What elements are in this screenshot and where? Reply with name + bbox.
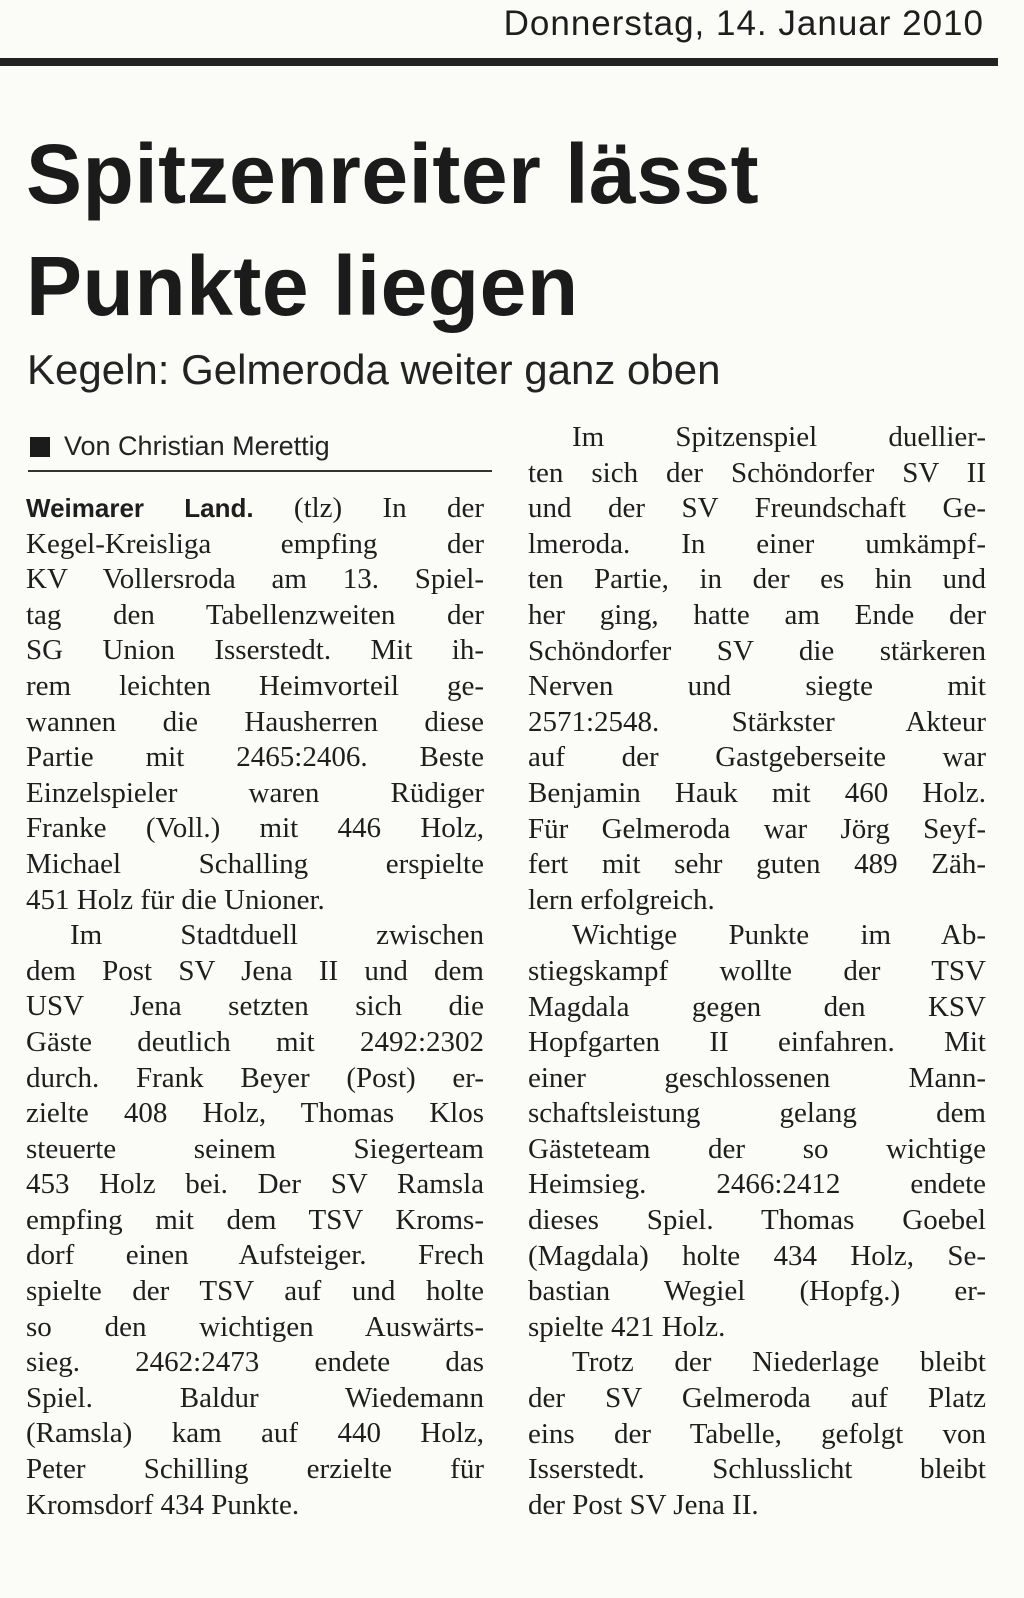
article-column-left xyxy=(26,491,484,1523)
text-line: lmeroda. In einer umkämpf- xyxy=(528,527,986,560)
text-line: zielte 408 Holz, Thomas Klos xyxy=(26,1097,484,1130)
text-line: KV Vollersroda am 13. Spiel- xyxy=(26,563,484,596)
text-line: bastian Wegiel (Hopfg.) er- xyxy=(528,1275,986,1308)
text-line: der SV Gelmeroda auf Platz xyxy=(528,1382,986,1415)
text-line: lern erfolgreich. xyxy=(528,883,715,916)
text-line: Nerven und siegte mit xyxy=(528,670,986,703)
text-line: steuerte seinem Siegerteam xyxy=(26,1132,484,1165)
text-line: Für Gelmeroda war Jörg Seyf- xyxy=(528,812,986,845)
text-line: auf der Gastgeberseite war xyxy=(528,741,986,774)
text-line: USV Jena setzten sich die xyxy=(26,990,484,1023)
text-line: Benjamin Hauk mit 460 Holz. xyxy=(528,776,986,809)
text-line: Wichtige Punkte im Ab- xyxy=(572,919,986,952)
text-line: Heimsieg. 2466:2412 endete xyxy=(528,1168,986,1201)
headline-line-1: Spitzenreiter lässt xyxy=(26,127,760,221)
text-line: Einzelspieler waren Rüdiger xyxy=(26,776,484,809)
text-line: Gäste deutlich mit 2492:2302 xyxy=(26,1025,484,1058)
text-line: empfing mit dem TSV Kroms- xyxy=(26,1203,484,1236)
text-line: dorf einen Aufsteiger. Frech xyxy=(26,1239,484,1272)
text-line: einer geschlossenen Mann- xyxy=(528,1061,986,1094)
header-rule xyxy=(0,58,998,66)
text-line: Michael Schalling erspielte xyxy=(26,847,484,880)
text-line: Kromsdorf 434 Punkte. xyxy=(26,1488,300,1521)
text-line: rem leichten Heimvorteil ge- xyxy=(26,669,484,702)
text-line: tag den Tabellenzweiten der xyxy=(26,598,484,631)
text-line: Schöndorfer SV die stärkeren xyxy=(528,634,986,667)
text-line: spielte 421 Holz. xyxy=(528,1310,726,1343)
subheadline: Kegeln: Gelmeroda weiter ganz oben xyxy=(27,346,721,393)
text-line: so den wichtigen Auswärts- xyxy=(26,1310,484,1343)
text-line: Spiel. Baldur Wiedemann xyxy=(26,1381,484,1414)
headline-line-2: Punkte liegen xyxy=(26,239,579,333)
dateline-location: Weimarer Land. xyxy=(26,493,254,523)
text-line: wannen die Hausherren diese xyxy=(26,705,484,738)
text-line-content: (tlz) In der xyxy=(253,492,484,524)
text-line: Peter Schilling erzielte für xyxy=(26,1453,484,1486)
dateline: Donnerstag, 14. Januar 2010 xyxy=(503,4,984,43)
text-line: stiegskampf wollte der TSV xyxy=(528,954,986,987)
text-line: dieses Spiel. Thomas Goebel xyxy=(528,1204,986,1237)
text-line: Im Stadtduell zwischen xyxy=(70,919,484,952)
text-line: der Post SV Jena II. xyxy=(528,1488,759,1521)
text-line: 2571:2548. Stärkster Akteur xyxy=(528,705,986,738)
text-line: dem Post SV Jena II und dem xyxy=(26,954,484,987)
text-line: (Ramsla) kam auf 440 Holz, xyxy=(26,1417,484,1450)
text-line xyxy=(26,491,484,527)
text-line: Kegel-Kreisliga empfing der xyxy=(26,527,484,560)
text-line: her ging, hatte am Ende der xyxy=(528,598,986,631)
text-line: und der SV Freundschaft Ge- xyxy=(528,492,986,525)
text-line: eins der Tabelle, gefolgt von xyxy=(528,1417,986,1450)
byline xyxy=(28,424,492,472)
text-line: spielte der TSV auf und holte xyxy=(26,1275,484,1308)
text-line: 453 Holz bei. Der SV Ramsla xyxy=(26,1168,484,1201)
byline-square-icon xyxy=(30,437,50,457)
text-line: Gästeteam der so wichtige xyxy=(528,1132,986,1165)
text-line: Hopfgarten II einfahren. Mit xyxy=(528,1026,986,1059)
text-line: Trotz der Niederlage bleibt xyxy=(572,1346,986,1379)
text-line: Franke (Voll.) mit 446 Holz, xyxy=(26,812,484,845)
text-line: fert mit sehr guten 489 Zäh- xyxy=(528,848,986,881)
text-line: schaftsleistung gelang dem xyxy=(528,1097,986,1130)
text-line: ten sich der Schöndorfer SV II xyxy=(528,456,986,489)
text-line: SG Union Isserstedt. Mit ih- xyxy=(26,634,484,667)
text-line: Isserstedt. Schlusslicht bleibt xyxy=(528,1453,986,1486)
article-column-right xyxy=(528,420,986,1523)
text-line: sieg. 2462:2473 endete das xyxy=(26,1346,484,1379)
text-line: (Magdala) holte 434 Holz, Se- xyxy=(528,1239,986,1272)
text-line: ten Partie, in der es hin und xyxy=(528,563,986,596)
text-line: Partie mit 2465:2406. Beste xyxy=(26,741,484,774)
text-line: Im Spitzenspiel duellier- xyxy=(572,421,986,453)
byline-author: Von Christian Merettig xyxy=(64,431,330,461)
text-line: 451 Holz für die Unioner. xyxy=(26,883,325,916)
text-line: Magdala gegen den KSV xyxy=(528,990,986,1023)
text-line: durch. Frank Beyer (Post) er- xyxy=(26,1061,484,1094)
headline xyxy=(26,118,986,342)
